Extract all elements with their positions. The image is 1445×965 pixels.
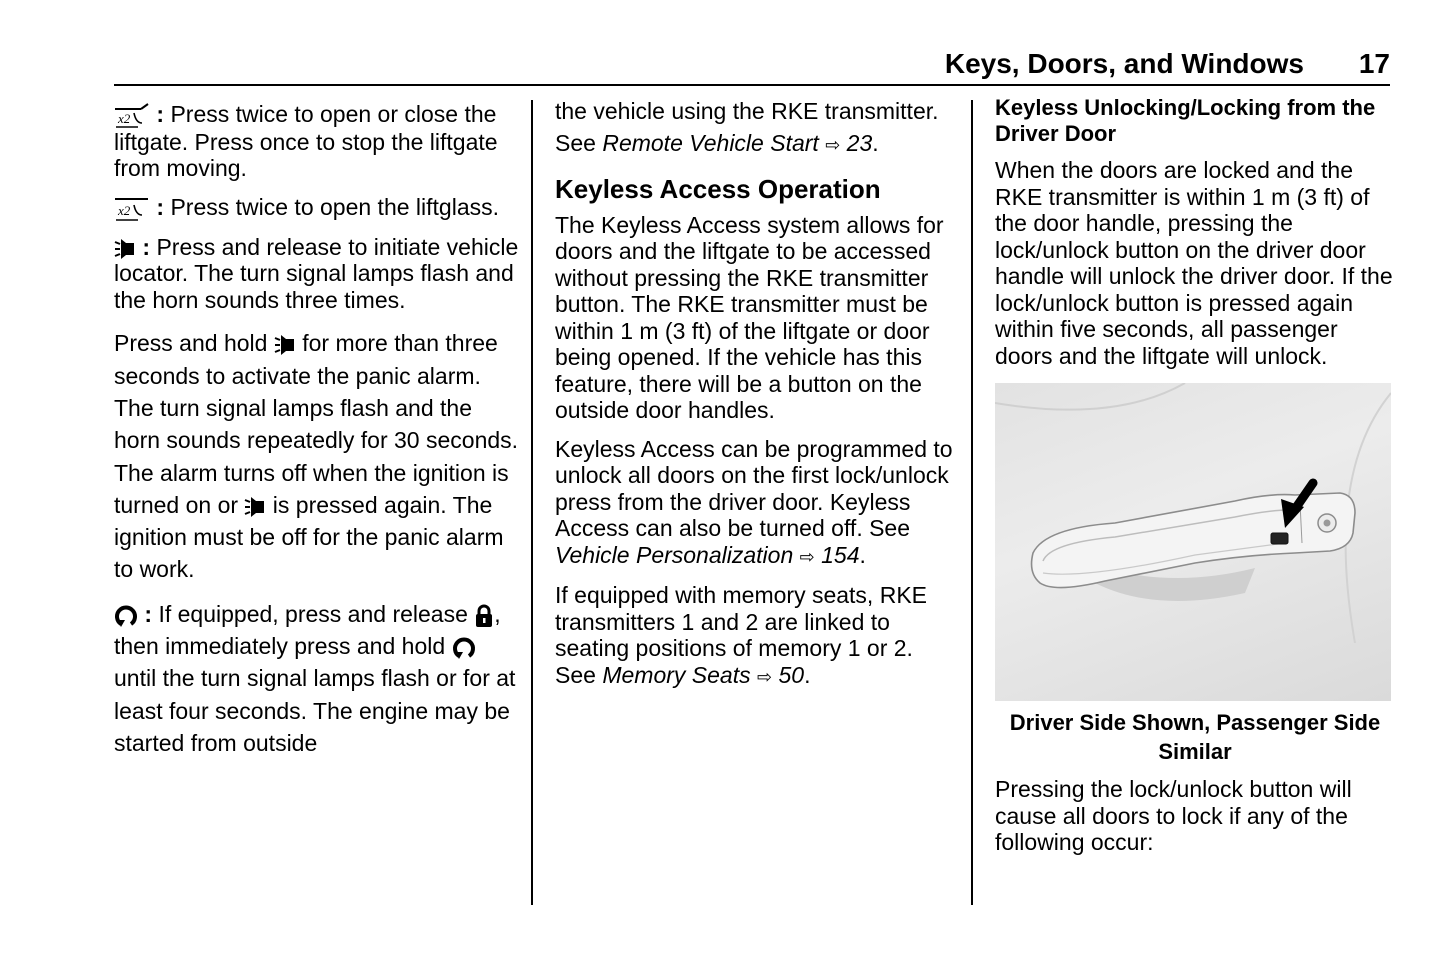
horn-icon bbox=[274, 334, 296, 356]
section-title: Keys, Doors, and Windows bbox=[944, 48, 1304, 79]
key-separator: : bbox=[150, 101, 171, 127]
liftgate-description: Press twice to open or close the liftgate. Press once to stop the liftgate from moving. bbox=[114, 101, 498, 182]
panic-text: Press and hold bbox=[114, 330, 274, 357]
lock-conditions-paragraph: Pressing the lock/unlock button will cause all doors to lock if any of the following occur: bbox=[995, 776, 1352, 855]
remote-start-icon bbox=[114, 604, 138, 628]
keyless-unlock-paragraph: When the doors are locked and the RKE transmitter is within 1 m (3 ft) of the door handle, pressing the lock/unlock button on the driver door handle will unlock the driver door. If the lock/unlock button is pressed again within five seconds, all passenger doors and the liftgate will unlock. bbox=[995, 157, 1393, 369]
liftglass-description: Press twice to open the liftglass. bbox=[170, 193, 500, 220]
remote-start-text: until the turn signal lamps flash or for at least four seconds. The engine may be started from outside bbox=[114, 665, 516, 756]
door-handle-illustration bbox=[995, 383, 1391, 701]
section-heading: Keyless Access Operation bbox=[555, 173, 881, 204]
reference-arrow-icon: ⇨ bbox=[825, 135, 841, 156]
cross-reference-link[interactable] bbox=[602, 662, 804, 688]
reference-arrow-icon: ⇨ bbox=[756, 666, 773, 687]
panic-text: for more than three seconds to activate the panic alarm. The turn signal lamps flash and the horn sounds repeatedly for 30 seconds. The alarm turns off when the ignition is turned on or bbox=[114, 330, 519, 518]
column-divider bbox=[531, 100, 533, 905]
remote-start-paragraph bbox=[114, 598, 519, 759]
reference-title: Memory Seats bbox=[602, 661, 751, 688]
continued-paragraph bbox=[555, 95, 955, 162]
cross-reference-link[interactable] bbox=[602, 130, 872, 156]
memory-seats-paragraph bbox=[555, 582, 955, 690]
remote-start-text: If equipped, press and release bbox=[158, 600, 475, 627]
liftgate-paragraph bbox=[114, 101, 519, 182]
column-divider bbox=[971, 100, 973, 905]
paragraph-text: Keyless Access can be programmed to unlock all doors on the first lock/unlock press from the driver door. Keyless Access can also be turned off. See bbox=[555, 435, 953, 542]
horn-icon bbox=[114, 238, 136, 260]
key-separator: : bbox=[138, 600, 159, 627]
cross-reference-link[interactable] bbox=[555, 542, 859, 568]
svg-text:x2: x2 bbox=[118, 202, 131, 218]
page-header bbox=[114, 46, 1390, 86]
key-separator: : bbox=[150, 193, 171, 220]
keyless-program-paragraph bbox=[555, 436, 955, 571]
panic-text: is pressed again. The ignition must be off for the panic alarm to work. bbox=[114, 491, 504, 583]
continued-text: the vehicle using the RKE transmitter. See bbox=[555, 98, 939, 157]
panic-paragraph bbox=[114, 327, 519, 585]
middle-column bbox=[555, 95, 955, 690]
lock-icon bbox=[474, 604, 494, 628]
liftglass-paragraph bbox=[114, 194, 519, 222]
remote-start-icon bbox=[452, 636, 476, 660]
remote-start-text: , then immediately press and hold bbox=[114, 600, 501, 660]
door-handle-drawing bbox=[995, 383, 1391, 701]
locator-paragraph bbox=[114, 234, 519, 314]
paragraph-text: If equipped with memory seats, RKE transmitters 1 and 2 are linked to seating positions of memory 1 or 2. See bbox=[555, 582, 927, 688]
reference-page: 154 bbox=[814, 541, 860, 568]
left-column bbox=[114, 101, 519, 759]
reference-arrow-icon: ⇨ bbox=[799, 546, 815, 567]
subsection-heading: Keyless Unlocking/Locking from the Driver Door bbox=[995, 95, 1376, 146]
punctuation: . bbox=[804, 661, 811, 688]
reference-page: 50 bbox=[772, 661, 805, 688]
reference-page: 23 bbox=[840, 130, 873, 157]
locator-description: Press and release to initiate vehicle locator. The turn signal lamps flash and the horn sounds three times. bbox=[114, 233, 519, 313]
reference-title: Remote Vehicle Start bbox=[602, 130, 819, 157]
svg-text:x2: x2 bbox=[118, 110, 131, 126]
right-column bbox=[995, 95, 1395, 856]
reference-title: Vehicle Personalization bbox=[555, 541, 794, 568]
figure-caption: Driver Side Shown, Passenger Side Similar bbox=[1009, 710, 1381, 764]
keyless-access-paragraph: The Keyless Access system allows for doors and the liftgate to be accessed without pressing the RKE transmitter button. The RKE transmitter must be within 1 m (3 ft) of the liftgate or door being opened. If the vehicle has this feature, there will be a button on the outside door handles. bbox=[555, 211, 944, 424]
punctuation: . bbox=[872, 130, 879, 157]
key-separator: : bbox=[136, 233, 157, 260]
horn-icon bbox=[244, 496, 266, 518]
liftglass-x2-icon bbox=[114, 196, 150, 222]
liftgate-x2-icon bbox=[114, 103, 150, 129]
page-number: 17 bbox=[1358, 48, 1390, 79]
punctuation: . bbox=[859, 541, 866, 568]
lock-unlock-button bbox=[1271, 533, 1288, 544]
